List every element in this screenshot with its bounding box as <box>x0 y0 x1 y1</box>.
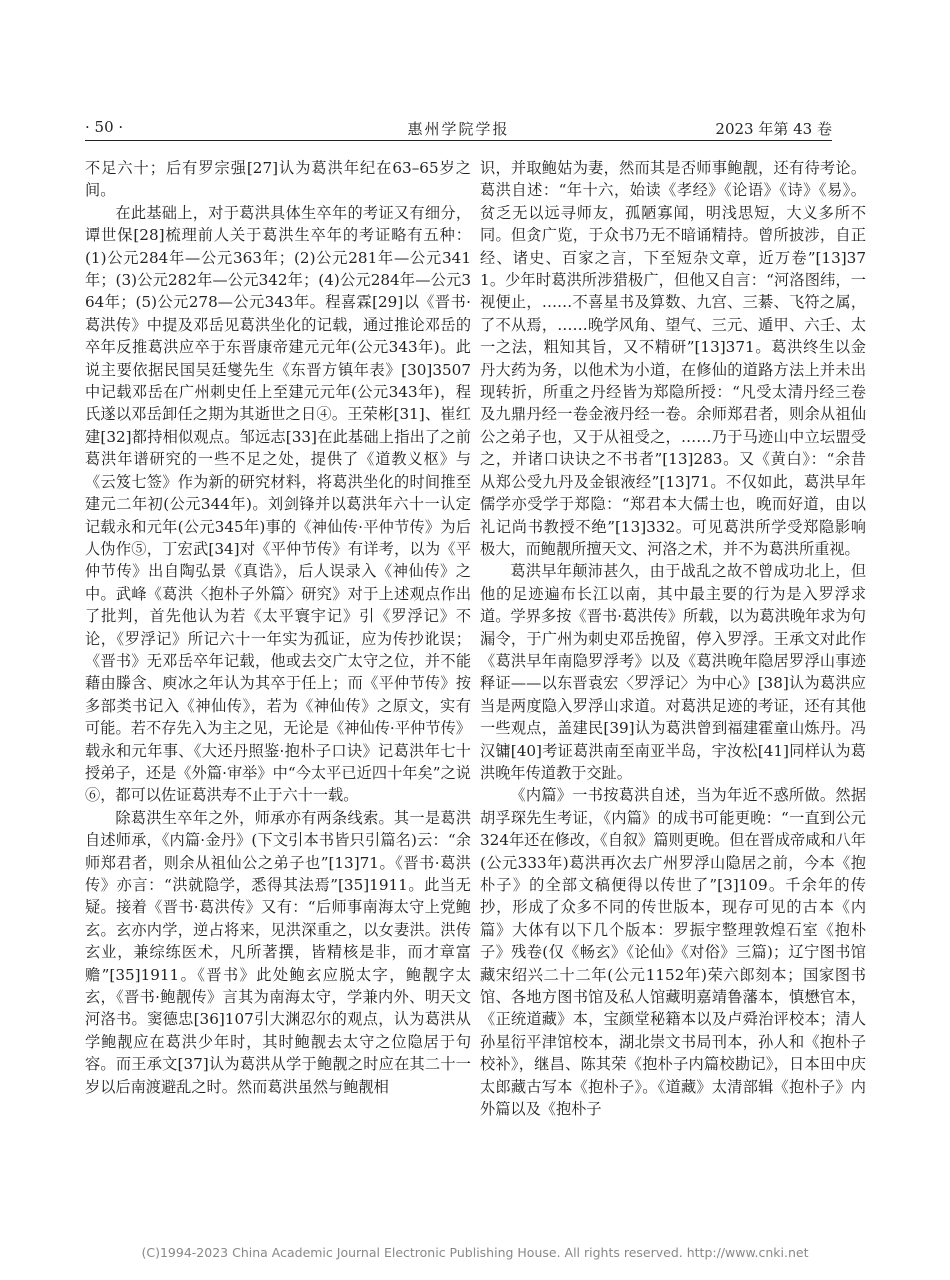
right-column <box>480 157 866 1120</box>
paragraph: 识，并取鲍姑为妻，然而其是否师事鲍靓，还有待考论。葛洪自述：“年十六，始读《孝经》《论语》《诗》《易》。贫乏无以远寻师友，孤陋寡闻，明浅思短，大义多所不同。但贪广览，于众书乃无不暗诵精持。曾所披涉，自正经、诸史、百家之言，下至短杂文章，近万卷”[13]371。少年时葛洪所涉猎极广，但他又自言：“河洛图纬，一视便止，……不喜星书及算数、九宫、三綦、飞符之属，了不从焉，……晚学风角、望气、三元、遁甲、六壬、太一之法，粗知其旨，又不精研”[13]371。葛洪终生以金丹大药为务，以他术为小道，在修仙的道路方法上并未出现转折，所重之丹经皆为郑隐所授：“凡受太清丹经三卷及九鼎丹经一卷金液丹经一卷。余师郑君者，则余从祖仙公之弟子也，又于从祖受之，……乃于马迹山中立坛盟受之，并诸口诀诀之不书者”[13]283。又《黄白》：“余昔从郑公受九丹及金银液经”[13]71。不仅如此，葛洪早年儒学亦受学于郑隐：“郑君本大儒士也，晚而好道，由以礼记尚书教授不绝”[13]332。可见葛洪所学受郑隐影响极大，而鲍靓所擅天文、河洛之术，并不为葛洪所重视。 <box>480 159 866 558</box>
paragraph: 不足六十；后有罗宗强[27]认为葛洪年纪在63–65岁之间。 <box>85 159 471 200</box>
running-header <box>85 112 832 142</box>
copyright-footer: (C)1994-2023 China Academic Journal Electronic Publishing House. All rights reserved. http://www.cnki.net <box>141 1245 809 1260</box>
paragraph: 除葛洪生卒年之外，师承亦有两条线索。其一是葛洪自述师承，《内篇·金丹》(下文引本书皆只引篇名)云：“余师郑君者，则余从祖仙公之弟子也”[13]71。《晋书·葛洪传》亦言：“洪就隐学，悉得其法焉”[35]1911。此当无疑。接着《晋书·葛洪传》又有：“后师事南海太守上党鲍玄。玄亦内学，逆占将来，见洪深重之，以女妻洪。洪传玄业，兼综练医术，凡所著撰，皆精核是非，而才章富赡”[35]1911。《晋书》此处鲍玄应脱太字，鲍靓字太玄，《晋书·鲍靓传》言其为南海太守，学兼内外、明天文河洛书。窦德忠[36]107引大渊忍尔的观点，认为葛洪从学鲍靓应在葛洪少年时，其时鲍靓去太守之位隐居于句容。而王承文[37]认为葛洪从学于鲍靓之时应在其二十一岁以后南渡避乱之时。然而葛洪虽然与鲍靓相 <box>85 808 471 1096</box>
left-column <box>85 157 471 1098</box>
paragraph: 在此基础上，对于葛洪具体生卒年的考证又有细分，谭世保[28]梳理前人关于葛洪生卒年的考证略有五种：(1)公元284年—公元363年；(2)公元281年—公元341年；(3)公元282年—公元342年；(4)公元284年—公元364年；(5)公元278—公元343年。程喜霖[29]以《晋书·葛洪传》中提及邓岳见葛洪坐化的记载，通过推论邓岳的卒年反推葛洪应卒于东晋康帝建元元年(公元343年)。此说主要依据民国吴廷燮先生《东晋方镇年表》[30]3507中记载邓岳在广州刺史任上至建元元年(公元343年)，程氏遂以邓岳卸任之期为其逝世之日④。王荣彬[31]、崔红建[32]都持相似观点。邹远志[33]在此基础上指出了之前葛洪年谱研究的一些不足之处，提供了《道教义枢》与《云笈七签》作为新的研究材料，将葛洪坐化的时间推至建元二年初(公元344年)。刘剑锋并以葛洪年六十一认定记载永和元年(公元345年)事的《神仙传·平仲节传》为后人伪作⑤，丁宏武[34]对《平仲节传》有详考，以为《平仲节传》出自陶弘景《真诰》，后人误录入《神仙传》之中。武峰《葛洪〈抱朴子外篇〉研究》对于上述观点作出了批判，首先他认为若《太平寰宇记》引《罗浮记》不论，《罗浮记》所记六十一年实为孤证，应为传抄讹误；《晋书》无邓岳卒年记载，他或去交广太守之位，并不能藉由滕含、庾冰之年认为其卒于任上；而《平仲节传》按多部类书记入《神仙传》，若为《神仙传》之原文，实有可能。若不存先入为主之见，无论是《神仙传·平仲节传》载永和元年事、《大还丹照鉴·抱朴子口诀》记葛洪年七十授弟子，还是《外篇·审举》中“今太平已近四十年矣”之说⑥，都可以佐证葛洪寿不止于六十一载。 <box>85 203 471 805</box>
page-number: · 50 · <box>85 118 124 136</box>
header-rule <box>85 140 832 141</box>
paragraph: 葛洪早年颠沛甚久，由于战乱之故不曾成功北上，但他的足迹遍布长江以南，其中最主要的行为是入罗浮求道。学界多按《晋书·葛洪传》所载，以为葛洪晚年求为句漏令，于广州为刺史邓岳挽留，停入罗浮。王承文对此作《葛洪早年南隐罗浮考》以及《葛洪晚年隐居罗浮山事迹释证——以东晋袁宏〈罗浮记〉为中心》[38]认为葛洪应当是两度隐入罗浮山求道。对葛洪足迹的考证，还有其他一些观点，盖建民[39]认为葛洪曾到福建霍童山炼丹。冯汉镛[40]考证葛洪南至南亚半岛，宇汝松[41]同样认为葛洪晚年传道教于交趾。 <box>480 562 866 782</box>
volume-label: 2023 年第 43 卷 <box>715 120 832 138</box>
paragraph: 《内篇》一书按葛洪自述，当为年近不惑所做。然据胡孚琛先生考证，《内篇》的成书可能更晚：“一直到公元324年还在修改，《自叙》篇则更晚。但在晋成帝咸和八年(公元333年)葛洪再次去广州罗浮山隐居之前，今本《抱朴子》的全部文稿便得以传世了”[3]109。千余年的传抄，形成了众多不同的传世版本，现存可见的古本《内篇》大体有以下几个版本：罗振宇整理敦煌石室《抱朴子》残卷(仅《畅玄》《论仙》《对俗》三篇)；辽宁图书馆藏宋绍兴二十二年(公元1152年)荣六郎刻本；国家图书馆、各地方图书馆及私人馆藏明嘉靖鲁藩本，慎懋官本，《正统道藏》本，宝颜堂秘籍本以及卢舜治评校本；清人孙星衍平津馆校本，湖北崇文书局刊本，孙人和《抱朴子校补》，继昌、陈其荣《抱朴子内篇校勘记》，日本田中庆太郎藏古写本《抱朴子》。《道藏》太清部辑《抱朴子》内外篇以及《抱朴子 <box>480 786 866 1119</box>
journal-title: 惠州学院学报 <box>407 120 510 138</box>
